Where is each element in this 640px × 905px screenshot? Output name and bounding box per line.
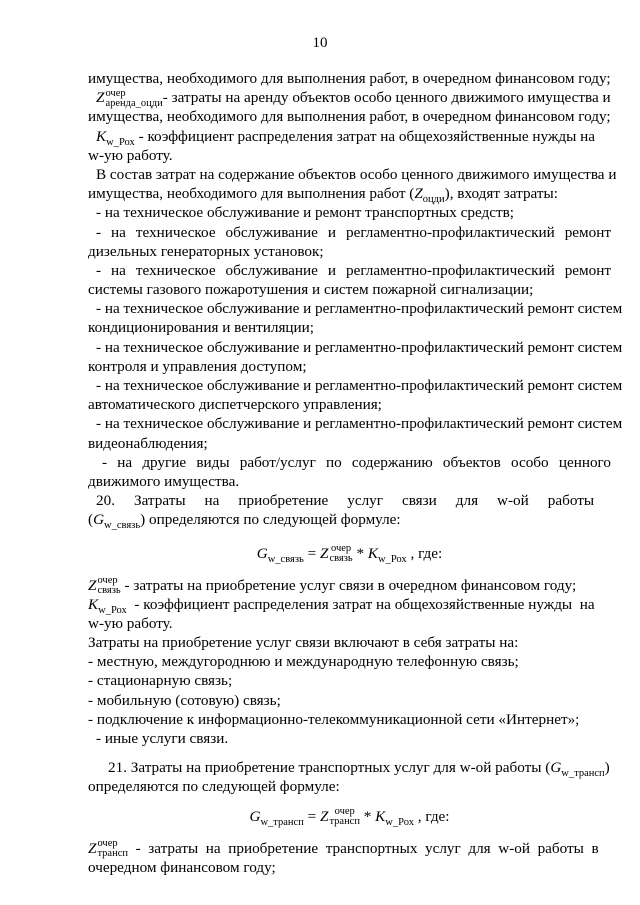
list-item: - на другие виды работ/услуг по содержанию объектов особо ценного <box>102 453 611 471</box>
symbol-k: K <box>96 127 107 145</box>
list-item-continuation: контроля и управления доступом; <box>88 357 307 375</box>
text-line: $(G_{w\_связь})$ определяются по следующей формуле: <box>88 511 401 532</box>
text-line: Затраты на приобретение услуг связи включают в себя затраты на: <box>88 634 519 652</box>
list-item: - на техническое обслуживание и регламентно-профилактический ремонт <box>96 261 611 279</box>
list-item: - на техническое обслуживание и регламентно-профилактический ремонт систем <box>96 338 623 356</box>
symbol-g: G <box>93 511 105 529</box>
text-line: имущества, необходимого для выполнения работ $(Z_{оцди})$, входят затраты: <box>88 185 558 206</box>
list-item: - на техническое обслуживание и регламентно-профилактический ремонт систем <box>96 300 623 318</box>
text-line: имущества, необходимого для выполнения работ, в очередном финансовом году; <box>88 70 611 87</box>
symbol-z: Z <box>319 807 329 825</box>
list-item: - стационарную связь; <box>88 672 233 690</box>
definition-z-arenda <box>88 88 611 107</box>
list-item: - мобильную (сотовую) связь; <box>88 691 281 709</box>
definition-z-transp: Z очер трансп - затраты на приобретение транспортных услуг для w-ой работы в <box>88 838 599 860</box>
symbol-z: Z <box>96 89 105 107</box>
list-item: - иные услуги связи. <box>96 730 229 747</box>
list-item: - подключение к информационно-телекоммуникационной сети «Интернет»; <box>88 710 580 728</box>
subscript: w_связь <box>104 520 141 532</box>
list-item-continuation: движимого имущества. <box>88 472 240 490</box>
text-line: очередном финансовом году; <box>88 858 276 876</box>
list-item-continuation: системы газового пожаротушения и систем пожарной сигнализации; <box>88 281 534 299</box>
list-item-continuation: кондиционирования и вентиляции; <box>88 319 315 337</box>
symbol-k: K <box>375 807 386 825</box>
superscript: очер <box>105 87 126 99</box>
symbol-g: G <box>256 544 268 562</box>
list-item-continuation: автоматического диспетчерского управления; <box>88 396 382 414</box>
definition-text: - коэффициент распределения затрат на общехозяйственные нужды на <box>134 127 596 145</box>
symbol-z: Z <box>414 185 423 203</box>
list-item: - на техническое обслуживание и регламентно-профилактический ремонт систем <box>96 377 623 394</box>
definition-z-svyaz: Z очер связь - затраты на приобретение услуг связи в очередном финансовом году; <box>88 575 577 597</box>
list-item: - на техническое обслуживание и ремонт транспортных средств; <box>96 204 515 222</box>
section-21-heading: 21. Затраты на приобретение транспортных услуг для w-ой работы $(G_{w\_трансп})$ <box>108 759 610 780</box>
list-item: - на техническое обслуживание и регламентно-профилактический ремонт <box>96 223 611 241</box>
symbol-z: Z <box>319 544 329 562</box>
symbol-g: G <box>249 807 261 825</box>
subscript: w_Рох <box>106 136 135 148</box>
definition-k-rox <box>88 127 611 146</box>
symbol-z: Z <box>88 576 97 594</box>
symbol-g: G <box>550 759 562 777</box>
document-body <box>88 69 623 877</box>
section-20-heading: 20. Затраты на приобретение услуг связи для w-ой работы <box>96 492 595 510</box>
subscript: оцди <box>422 194 445 206</box>
text-line: имущества, необходимого для выполнения работ, в очередном финансовом году; <box>88 108 611 126</box>
page-number: 10 <box>312 35 328 51</box>
symbol-k: K <box>88 595 99 613</box>
text-line: В состав затрат на содержание объектов особо ценного движимого имущества и <box>96 165 617 183</box>
list-item-continuation: видеонаблюдения; <box>88 434 208 452</box>
text-line: w-ую работу. <box>88 614 173 632</box>
definition-text: - затраты на аренду объектов особо ценного движимого имущества и <box>162 89 611 107</box>
list-item: - на техническое обслуживание и регламентно-профилактический ремонт систем <box>96 415 623 433</box>
formula-svyaz: $G_{w\_связь} = Z$ очер связь * $K_{w\_Рох}$ , где: <box>256 543 443 565</box>
subscript: аренда_оцди <box>105 97 163 109</box>
list-item-continuation: дизельных генераторных установок; <box>88 242 324 260</box>
text-line: w-ую работу. <box>88 146 173 164</box>
text-line: определяются по следующей формуле: <box>88 778 340 796</box>
definition-k-rox: $K_{w\_Рох}$ - коэффициент распределения затрат на общехозяйственные нужды на <box>88 595 595 616</box>
symbol-z: Z <box>88 839 97 857</box>
formula-transp: $G_{w\_трансп} = Z$ очер трансп * $K_{w\_Рох}$ , где: <box>249 806 450 828</box>
list-item: - местную, междугороднюю и международную телефонную связь; <box>88 653 519 671</box>
symbol-k: K <box>367 544 379 562</box>
